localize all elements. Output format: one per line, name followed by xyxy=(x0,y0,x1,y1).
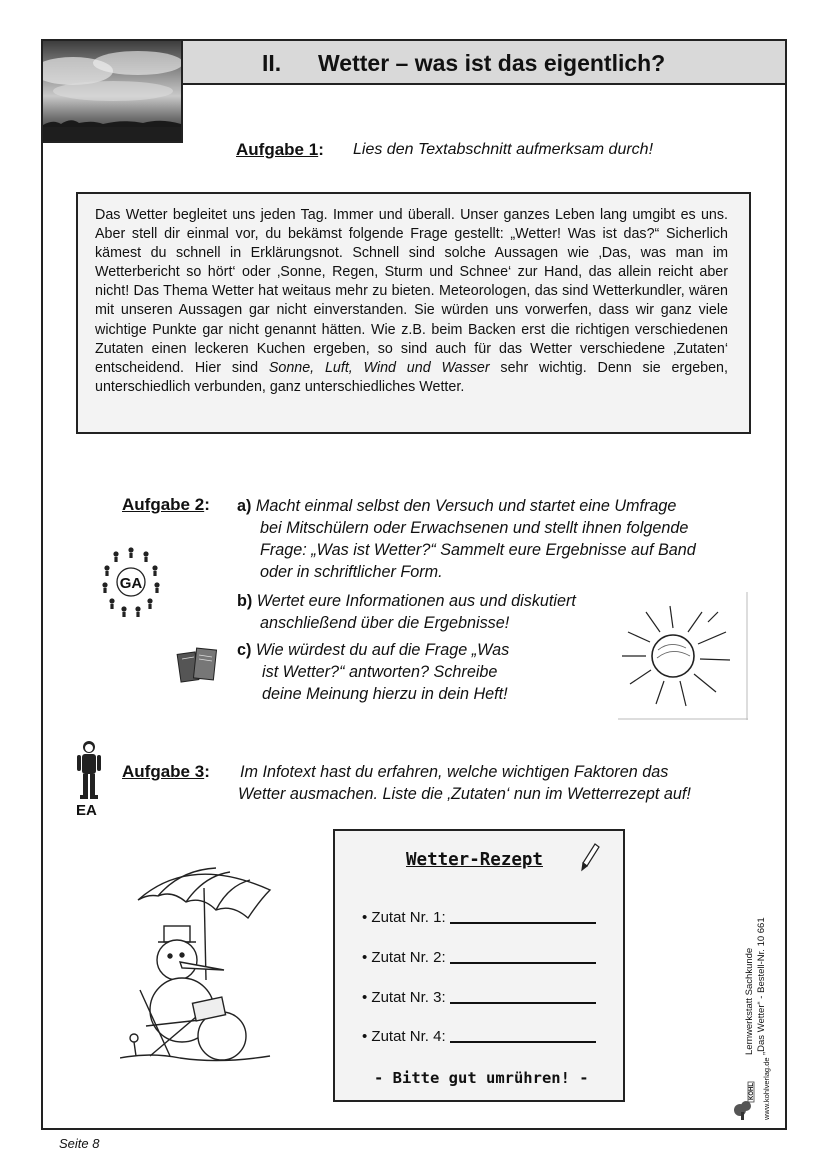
aufgabe1-heading xyxy=(236,140,324,160)
aufgabe3-label: Aufgabe 3 xyxy=(122,762,205,781)
info-text-italic: Sonne, Luft, Wind und Wasser xyxy=(268,359,490,376)
ea-label: EA xyxy=(76,802,97,819)
rezept-footer: - Bitte gut umrühren! - xyxy=(374,1069,589,1087)
kohl-logo-text: KOHL xyxy=(749,1083,755,1100)
info-text-part1: Das Wetter begleitet uns jeden Tag. Immer und überall. Unser ganzes Leben lang umgibt es uns. Aber stell dir einmal vor, du bekämst folgende Frage gestellt: „Wetter! Was ist das?“ Sicherlich kämest du schnell in Erklärungsnot. Schnell sind solche Aussagen wie ‚Das, was man im Wetterbericht so hört‘ oder ‚Sonne, Regen, Sturm und Schnee‘ zur Hand, das allein reicht aber nicht! Das Thema Wetter hat weitaus mehr zu bieten. Meteorologen, das sind Wetterkundler, wären mit unseren Aussagen gar nicht einverstanden. Sie würden uns vorwerfen, dass wir ganz viele wichtige Punkte gar nicht genannt hätten. Wie z.B. beim Backen erst die richtigen verschiedenen Zutaten einen leckeren Kuchen ergeben, so sind auch für das Wetter verschiedene ‚Zutaten‘ entscheidend. Hier sind xyxy=(95,207,728,376)
chapter-number: II. xyxy=(262,50,282,76)
aufgabe2-a xyxy=(237,497,676,516)
order-info-line-2: „Das Wetter“ - Bestell-Nr. 10 661 xyxy=(756,917,767,1055)
single-work-icon xyxy=(74,740,104,802)
aufgabe2-c-line-3: deine Meinung hierzu in dein Heft! xyxy=(262,685,508,703)
page-number: Seite 8 xyxy=(59,1136,100,1151)
aufgabe2-label: Aufgabe 2 xyxy=(122,495,205,514)
zutat-answer-line-4[interactable] xyxy=(450,1027,596,1043)
aufgabe2-a-line-1: Macht einmal selbst den Versuch und startet eine Umfrage xyxy=(255,497,677,515)
aufgabe2-b-marker: b) xyxy=(237,592,253,610)
order-info xyxy=(744,825,770,1055)
zutat-label-2: • Zutat Nr. 2: xyxy=(362,949,446,966)
zutat-answer-line-2[interactable] xyxy=(450,948,596,964)
info-text xyxy=(95,206,728,397)
wetter-rezept-title: Wetter-Rezept xyxy=(406,850,543,870)
zutat-label-3: • Zutat Nr. 3: xyxy=(362,989,446,1006)
aufgabe2-c-line-1: Wie würdest du auf die Frage „Was xyxy=(255,641,510,659)
kohl-logo-icon xyxy=(730,1080,756,1120)
aufgabe2-a-line-3: Frage: „Was ist Wetter?“ Sammelt eure Ergebnisse auf Band xyxy=(260,541,696,559)
aufgabe3-heading xyxy=(122,762,210,782)
zutat-answer-line-3[interactable] xyxy=(450,988,596,1004)
cloudy-sky-photo xyxy=(41,39,183,143)
aufgabe2-heading xyxy=(122,495,210,515)
aufgabe2-a-line-4: oder in schriftlicher Form. xyxy=(260,563,443,581)
zutat-label-4: • Zutat Nr. 4: xyxy=(362,1028,446,1045)
pencil-icon xyxy=(579,842,601,872)
aufgabe2-b-line-1: Wertet eure Informationen aus und diskutiert xyxy=(256,592,576,610)
aufgabe2-a-marker: a) xyxy=(237,497,252,515)
aufgabe3-line-2: Wetter ausmachen. Liste die ‚Zutaten‘ nun im Wetterrezept auf! xyxy=(238,785,691,803)
page-title: Wetter – was ist das eigentlich? xyxy=(318,50,666,76)
order-info-line-1: Lernwerkstatt Sachkunde xyxy=(744,947,755,1055)
zutat-row-1 xyxy=(362,908,596,926)
aufgabe2-colon: : xyxy=(204,495,210,514)
sun-illustration xyxy=(618,592,748,720)
aufgabe1-colon: : xyxy=(318,140,324,159)
snowman-under-umbrella-illustration xyxy=(120,860,290,1070)
zutat-row-4 xyxy=(362,1027,596,1045)
aufgabe1-text: Lies den Textabschnitt aufmerksam durch! xyxy=(353,141,654,158)
info-text-part2: sehr wichtig. Denn sie ergeben, unterschiedlich verbunden, ganz unterschiedliches Wetter. xyxy=(95,359,728,395)
group-work-icon xyxy=(100,543,162,623)
ga-label: GA xyxy=(119,575,143,592)
aufgabe2-c xyxy=(237,641,509,660)
aufgabe3-line-1: Im Infotext hast du erfahren, welche wichtigen Faktoren das xyxy=(240,763,669,781)
aufgabe2-c-marker: c) xyxy=(237,641,252,659)
aufgabe1-label: Aufgabe 1 xyxy=(236,140,319,159)
aufgabe2-b-line-2: anschließend über die Ergebnisse! xyxy=(260,614,510,632)
aufgabe2-b xyxy=(237,592,576,611)
publisher-url[interactable]: www.kohlverlag.de xyxy=(762,1057,771,1120)
zutat-row-2 xyxy=(362,948,596,966)
aufgabe2-a-line-2: bei Mitschülern oder Erwachsenen und stellt ihnen folgende xyxy=(260,519,689,537)
zutat-answer-line-1[interactable] xyxy=(450,908,596,924)
aufgabe2-c-line-2: ist Wetter?“ antworten? Schreibe xyxy=(262,663,498,681)
zutat-row-3 xyxy=(362,988,596,1006)
zutat-label-1: • Zutat Nr. 1: xyxy=(362,909,446,926)
aufgabe3-colon: : xyxy=(204,762,210,781)
books-icon xyxy=(176,645,220,685)
